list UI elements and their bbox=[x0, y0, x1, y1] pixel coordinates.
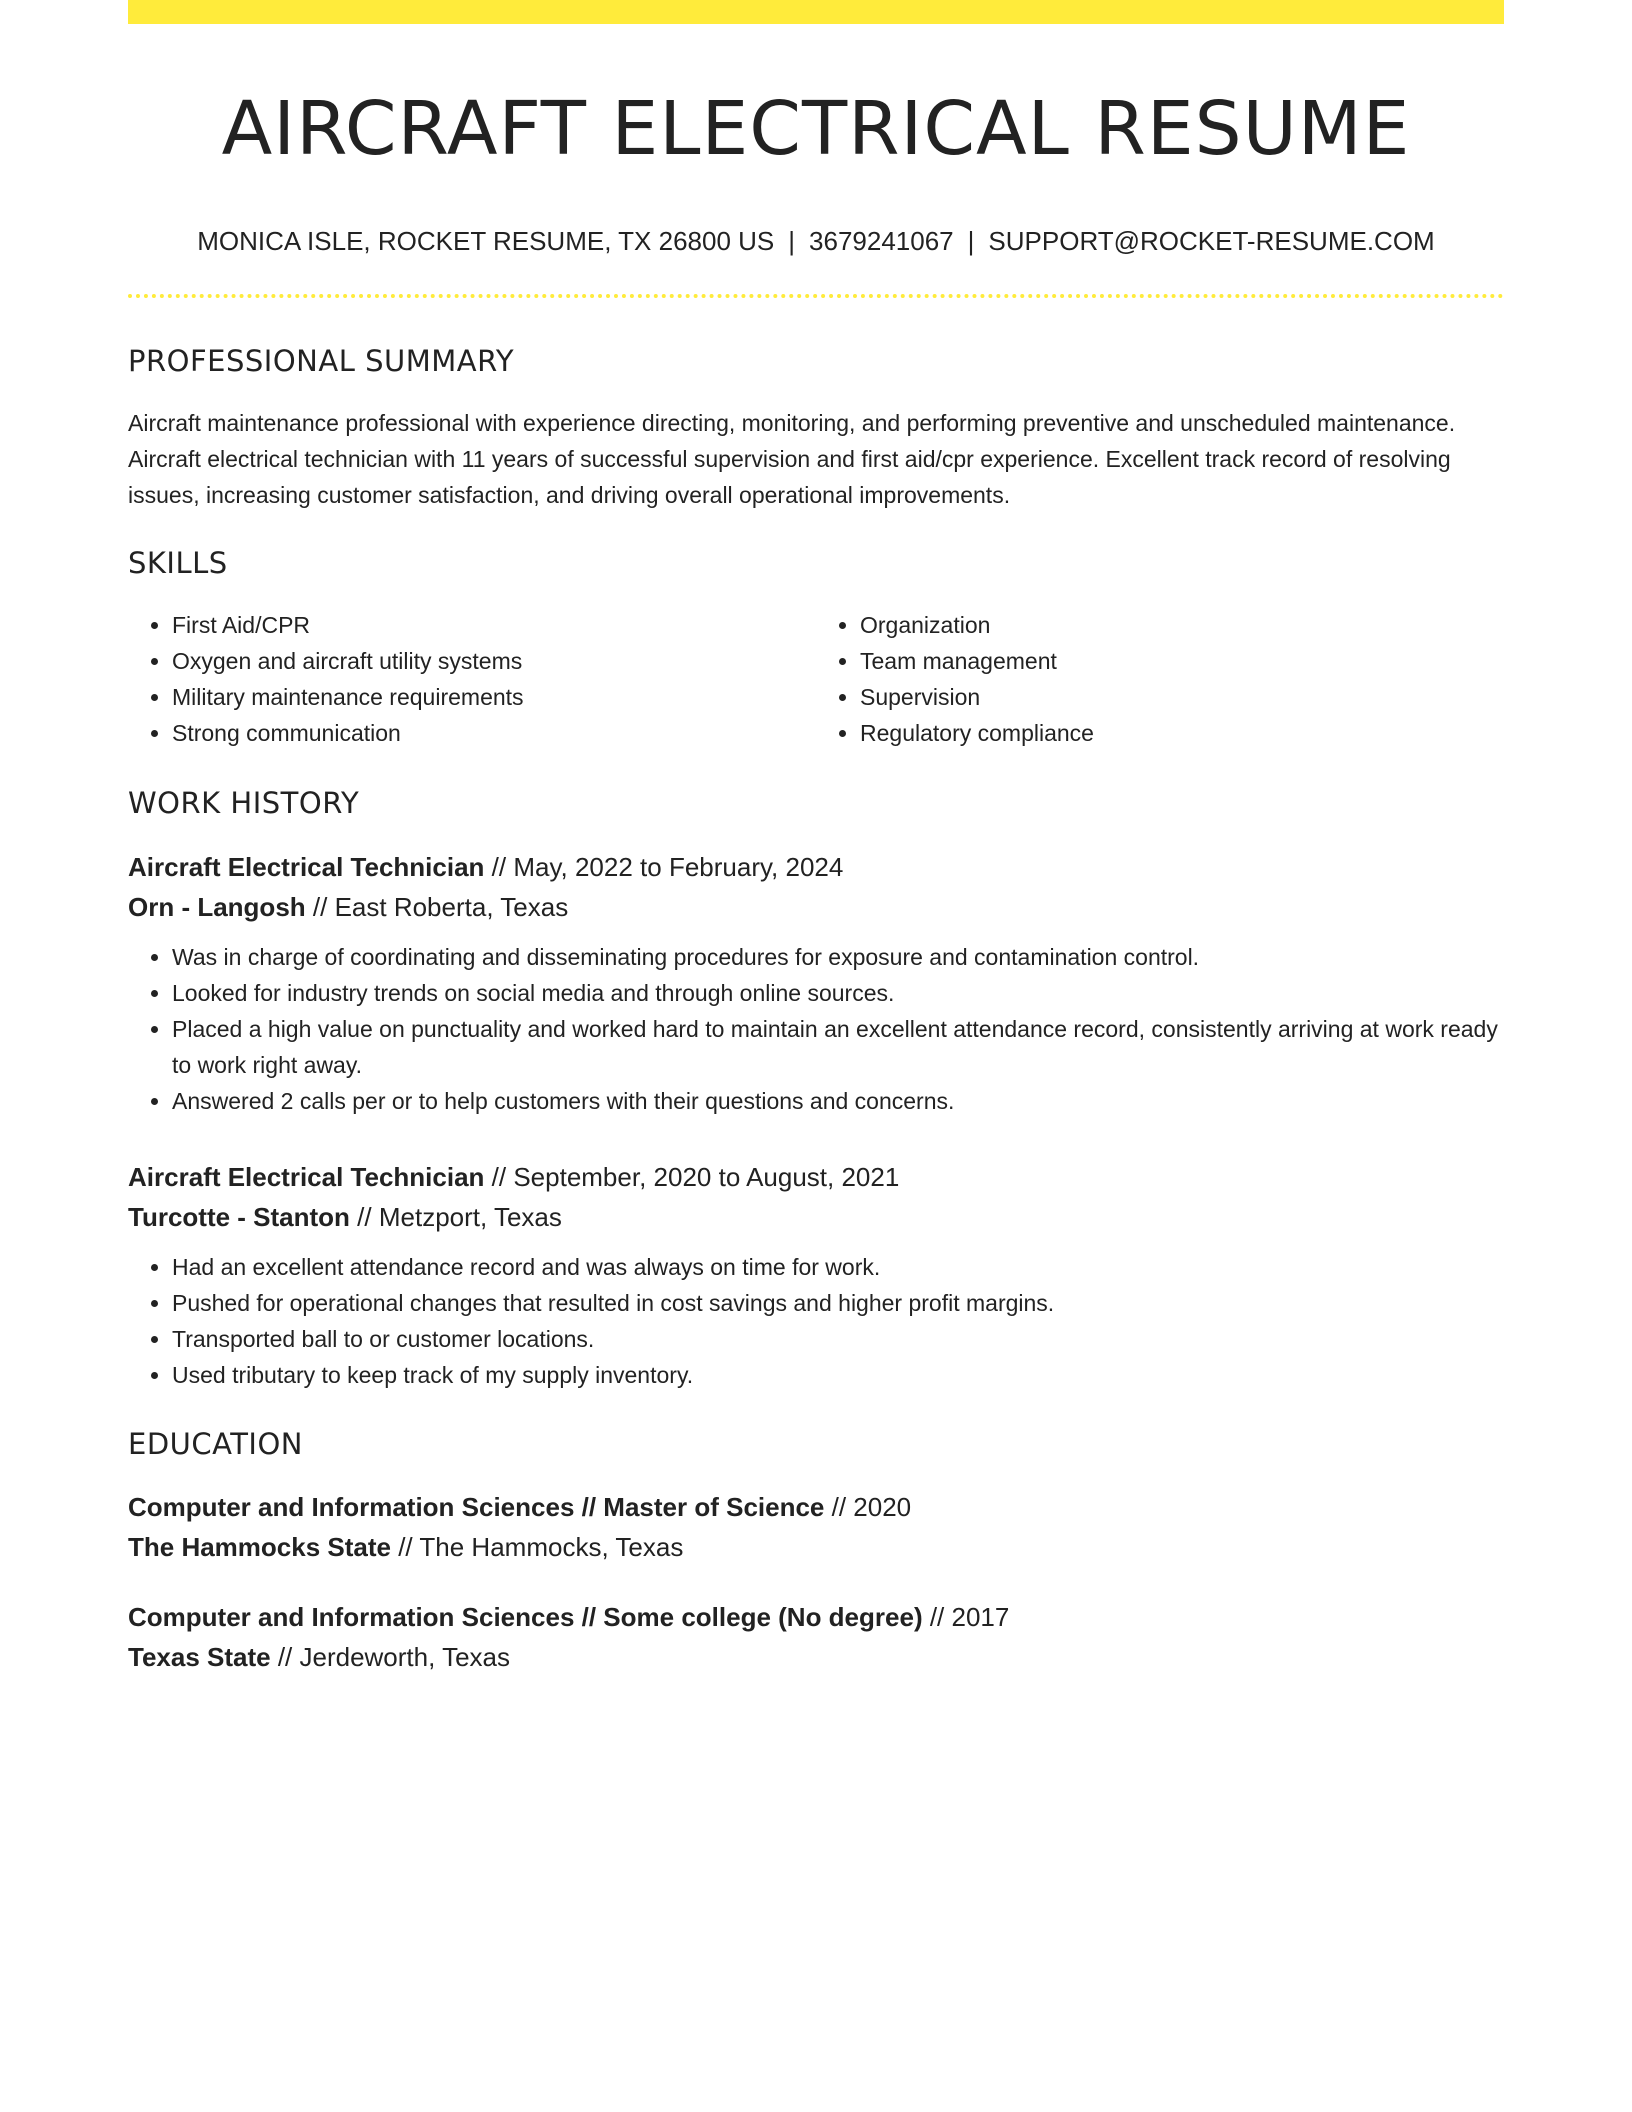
summary-heading: PROFESSIONAL SUMMARY bbox=[128, 344, 515, 379]
job-bullets bbox=[128, 939, 1504, 1119]
resume-page bbox=[128, 0, 1504, 1677]
job-title: Aircraft Electrical Technician bbox=[128, 851, 485, 882]
job-bullet: • Had an excellent attendance record and was always on time for work. bbox=[172, 1249, 1504, 1285]
accent-top-bar bbox=[128, 0, 1504, 24]
education-degree-line bbox=[128, 1597, 1504, 1637]
skills-grid bbox=[128, 607, 1504, 751]
job-company: Orn - Langosh bbox=[128, 891, 306, 922]
work-history-heading: WORK HISTORY bbox=[128, 785, 360, 820]
skill-item: • Regulatory compliance bbox=[860, 715, 1504, 751]
education-degree: Computer and Information Sciences // Master of Science bbox=[128, 1492, 825, 1523]
contact-address: MONICA ISLE, ROCKET RESUME, TX 26800 US bbox=[197, 226, 775, 257]
education-location: // The Hammocks, Texas bbox=[390, 1532, 684, 1563]
skill-item: • Oxygen and aircraft utility systems bbox=[172, 643, 816, 679]
education-degree: Computer and Information Sciences // Some college (No degree) bbox=[128, 1602, 923, 1633]
job-dates: // September, 2020 to August, 2021 bbox=[484, 1161, 900, 1192]
resume-title: AIRCRAFT ELECTRICAL RESUME bbox=[221, 86, 1411, 172]
education-location: // Jerdeworth, Texas bbox=[270, 1642, 511, 1673]
skills-column-left bbox=[128, 607, 816, 751]
education-school: The Hammocks State bbox=[128, 1532, 391, 1563]
job-bullet: • Pushed for operational changes that resulted in cost savings and higher profit margins. bbox=[172, 1285, 1504, 1321]
education-school: Texas State bbox=[128, 1642, 271, 1673]
job-bullet: • Transported ball to or customer locations. bbox=[172, 1321, 1504, 1357]
job-bullet: • Was in charge of coordinating and disseminating procedures for exposure and contamination control. bbox=[172, 939, 1504, 975]
job-bullets bbox=[128, 1249, 1504, 1393]
skills-heading: SKILLS bbox=[128, 546, 228, 581]
contact-line bbox=[128, 226, 1504, 257]
job-bullet: • Used tributary to keep track of my supply inventory. bbox=[172, 1357, 1504, 1393]
education-entry bbox=[128, 1487, 1504, 1567]
contact-separator: | bbox=[788, 226, 796, 257]
skill-item: • Team management bbox=[860, 643, 1504, 679]
education-school-line bbox=[128, 1637, 1504, 1677]
education-degree-line bbox=[128, 1487, 1504, 1527]
job-title: Aircraft Electrical Technician bbox=[128, 1161, 485, 1192]
job-company-line bbox=[128, 887, 1504, 927]
job-dates: // May, 2022 to February, 2024 bbox=[484, 851, 844, 882]
education-entry bbox=[128, 1597, 1504, 1677]
skill-item: • Strong communication bbox=[172, 715, 816, 751]
job-location: // East Roberta, Texas bbox=[305, 891, 569, 922]
job-bullet: • Answered 2 calls per or to help customers with their questions and concerns. bbox=[172, 1083, 1504, 1119]
skill-item: • Military maintenance requirements bbox=[172, 679, 816, 715]
education-year: // 2020 bbox=[824, 1492, 912, 1523]
skill-item: • Organization bbox=[860, 607, 1504, 643]
job-company-line bbox=[128, 1197, 1504, 1237]
job-title-line bbox=[128, 1157, 1504, 1197]
job-bullet: • Looked for industry trends on social media and through online sources. bbox=[172, 975, 1504, 1011]
job-title-line bbox=[128, 847, 1504, 887]
skills-column-right bbox=[816, 607, 1504, 751]
contact-separator: | bbox=[967, 226, 975, 257]
summary-text: Aircraft maintenance professional with experience directing, monitoring, and performing preventive and unscheduled maintenance. Aircraft electrical technician with 11 years of successful supervision and first aid/cpr experience. Excellent track record of resolving issues, increasing customer satisfaction, and driving overall operational improvements. bbox=[128, 410, 1456, 509]
job-entry bbox=[128, 1157, 1504, 1393]
education-year: // 2017 bbox=[922, 1602, 1010, 1633]
skill-item: • Supervision bbox=[860, 679, 1504, 715]
job-location: // Metzport, Texas bbox=[349, 1201, 562, 1232]
skill-item: • First Aid/CPR bbox=[172, 607, 816, 643]
education-heading: EDUCATION bbox=[128, 1426, 304, 1461]
job-company: Turcotte - Stanton bbox=[128, 1201, 350, 1232]
job-bullet: • Placed a high value on punctuality and worked hard to maintain an excellent attendance record, consistently arriving at work ready to work right away. bbox=[172, 1011, 1504, 1083]
job-entry bbox=[128, 847, 1504, 1119]
education-school-line bbox=[128, 1527, 1504, 1567]
contact-phone: 3679241067 bbox=[809, 226, 954, 257]
contact-email: SUPPORT@ROCKET-RESUME.COM bbox=[988, 226, 1435, 257]
dotted-divider bbox=[128, 294, 1504, 298]
